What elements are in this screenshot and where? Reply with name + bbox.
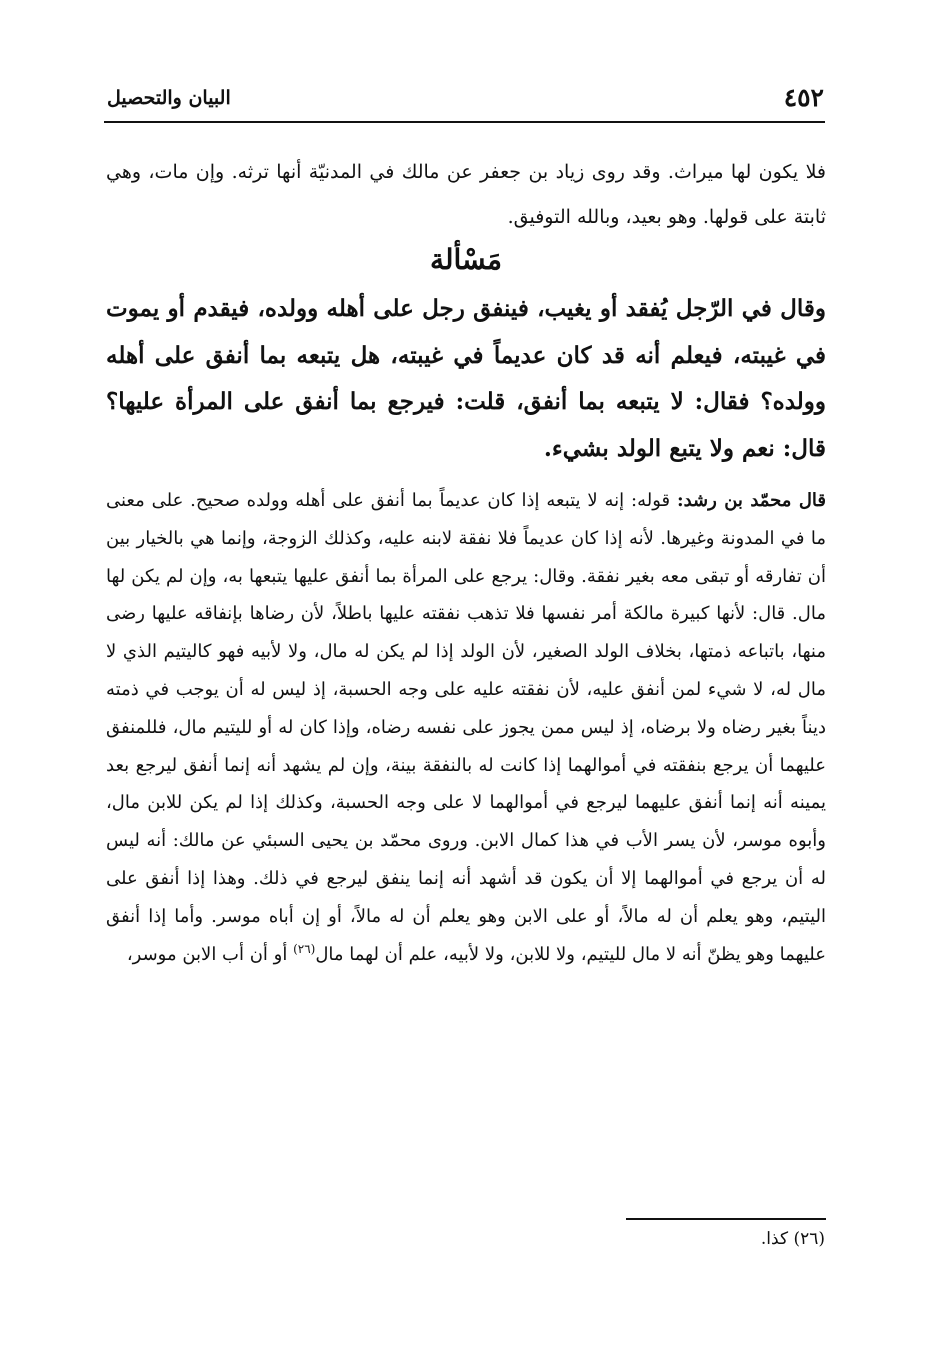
intro-paragraph: فلا يكون لها ميراث. وقد روى زياد بن جعفر عن مالك في المدنيّة أنها ترثه. وإن مات، وهي ثابتة على قولها. وهو بعيد، وبالله التوفيق. bbox=[106, 161, 826, 228]
page-number: ٤٥٢ bbox=[783, 83, 824, 112]
question-text-continued: فيرجع بما أنفق على المرأة عليها؟ قال: نعم ولا يتبع الولد بشيء. bbox=[106, 388, 826, 462]
footnote-reference[interactable]: (٢٦) bbox=[293, 941, 316, 956]
question-text: وقال في الرّجل يُفقد أو يغيب، فينفق رجل على أهله وولده، فيقدم أو يموت في غيبته، فيعلم أنه قد كان عديماً في غيبته، هل يتبعه بما أنفق على أهله وولده؟ فقال: لا يتبعه بما أنفق، bbox=[106, 295, 826, 415]
question-paragraph bbox=[106, 286, 826, 482]
page-body bbox=[106, 150, 826, 973]
commentary-text: قوله: إنه لا يتبعه إذا كان عديماً بما أنفق على أهله وولده صحيح. على معنى ما في المدونة وغيرها. لأنه إذا كان عديماً فلا نفقة لابنه عليه، وكذلك الزوجة، وإنما هي بالخيار بين أن تفارقه أو تبقى معه بغير نفقة. وقال: يرجع على المرأة بما أنفق عليها يتبعها به، وإن لم يكن لها مال. قال: لأنها كبيرة مالكة أمر نفسها فلا تذهب نفقته عليها باطلاً، لأن رضاها بإنفاقه عليها رضى منها، باتباعه ذمتها، بخلاف الولد الصغير، لأن الولد إذا لم يكن له مال، ولا لأبيه فهو كاليتيم الذي لا مال له، لا شيء لمن أنفق عليه، لأن نفقته عليه على وجه الحسبة، إذ ليس له أن يوجب في ذمته ديناً بغير رضاه ولا برضاه، إذ ليس ممن يجوز على نفسه رضاه، وإذا كان له أو لليتيم مال، فللمنفق عليهما أن يرجع بنفقته في أموالهما إذا كانت له بالنفقة بينة، وإن لم يشهد أنه إنما أنفق ليرجع بعد يمينه أنه إنما أنفق عليهما ليرجع في أموالهما لا على وجه الحسبة، وكذلك إذا لم يكن للابن مال، وأبوه موسر، لأن يسر الأب في هذا كمال الابن. وروى محمّد بن يحيى السبئي عن مالك: أنه ليس له أن يرجع في أموالهما إلا أن يكون قد أشهد أنه إنما ينفق ليرجع في ذلك. وهذا إذا أنفق على اليتيم، وهو يعلم أن له مالاً، أو على الابن وهو يعلم أن له مالاً، أو إن أباه موسر. وأما إذا أنفق عليهما وهو يظنّ أنه لا مال لليتيم، ولا للابن، ولا لأبيه، علم أن لهما مال bbox=[106, 490, 826, 965]
commentary-paragraph bbox=[106, 482, 826, 973]
footnote: (٢٦) كذا. bbox=[760, 1229, 825, 1249]
section-heading: مَسْألة bbox=[429, 243, 503, 276]
commentary-author: قال محمّد بن رشد: bbox=[676, 490, 826, 511]
footnote-divider bbox=[626, 1218, 826, 1220]
commentary-text-end: أو أن أب الابن موسر، bbox=[126, 943, 294, 965]
header-divider bbox=[104, 121, 825, 123]
running-title: البيان والتحصيل bbox=[107, 87, 231, 109]
qult-label: قلت: bbox=[455, 388, 506, 415]
running-header bbox=[107, 82, 824, 118]
